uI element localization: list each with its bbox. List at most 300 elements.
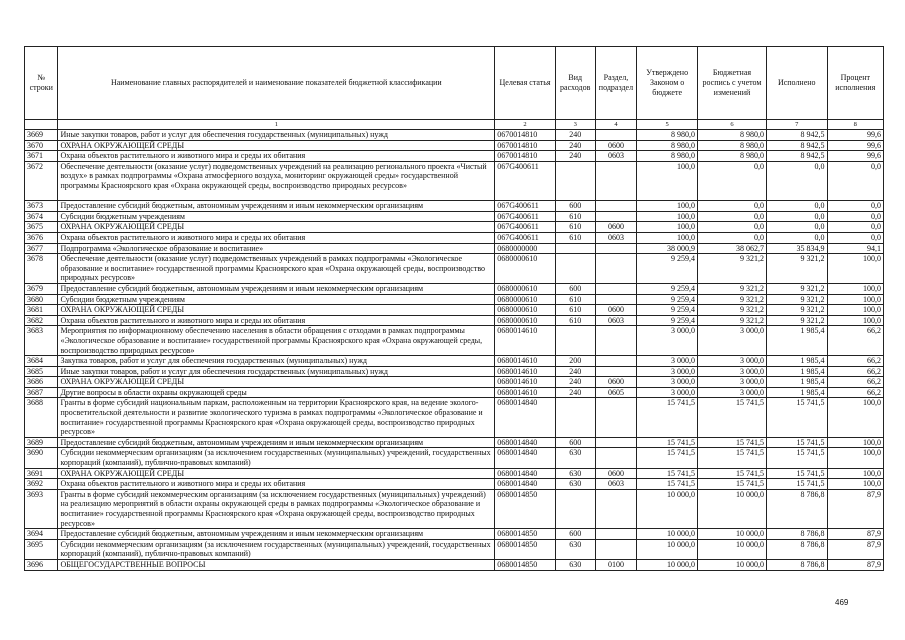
row-number-cell: 3671 <box>25 151 58 162</box>
executed-cell: 9 321,2 <box>766 315 827 326</box>
target-article-cell: 0680014840 <box>495 398 556 437</box>
approved-cell: 10 000,0 <box>637 529 698 540</box>
percent-cell: 94,1 <box>827 243 883 254</box>
section-cell <box>595 448 637 468</box>
row-number-cell: 3683 <box>25 326 58 356</box>
row-name-cell: ОХРАНА ОКРУЖАЮЩЕЙ СРЕДЫ <box>58 305 495 316</box>
column-number: 1 <box>58 120 495 130</box>
percent-cell: 87,9 <box>827 560 883 571</box>
painting-cell: 8 980,0 <box>697 140 766 151</box>
row-name-cell: Подпрограмма «Экологическое образование и воспитание» <box>58 243 495 254</box>
approved-cell: 8 980,0 <box>637 151 698 162</box>
target-article-cell: 0680000610 <box>495 305 556 316</box>
approved-cell: 9 259,4 <box>637 315 698 326</box>
section-cell <box>595 201 637 212</box>
header-row <box>25 47 884 120</box>
approved-cell: 15 741,5 <box>637 479 698 490</box>
table-row <box>25 448 884 468</box>
table-row <box>25 151 884 162</box>
painting-cell: 15 741,5 <box>697 437 766 448</box>
percent-cell: 100,0 <box>827 294 883 305</box>
table-row <box>25 356 884 367</box>
row-name-cell: Предоставление субсидий бюджетным, автономным учреждениям и иным некоммерческим организациям <box>58 201 495 212</box>
table-body <box>25 130 884 571</box>
target-article-cell: 0680000610 <box>495 315 556 326</box>
expense-kind-cell: 610 <box>555 222 595 233</box>
table-row <box>25 232 884 243</box>
painting-cell: 9 321,2 <box>697 294 766 305</box>
expense-kind-cell <box>555 489 595 528</box>
executed-cell: 0,0 <box>766 161 827 200</box>
expense-kind-cell: 600 <box>555 437 595 448</box>
row-name-cell: Субсидии некоммерческим организациям (за исключением государственных (муниципальных) учреждений, государственных корпораций (компаний), публично-правовых компаний) <box>58 539 495 559</box>
section-cell <box>595 243 637 254</box>
row-number-cell: 3676 <box>25 232 58 243</box>
target-article-cell: 0680014610 <box>495 377 556 388</box>
executed-cell: 8 942,5 <box>766 151 827 162</box>
column-number <box>25 120 58 130</box>
expense-kind-cell: 630 <box>555 539 595 559</box>
row-name-cell: Охрана объектов растительного и животного мира и среды их обитания <box>58 232 495 243</box>
table-row <box>25 398 884 437</box>
row-name-cell: Другие вопросы в области охраны окружающей среды <box>58 387 495 398</box>
section-cell: 0603 <box>595 315 637 326</box>
table-row <box>25 437 884 448</box>
section-cell: 0600 <box>595 305 637 316</box>
approved-cell: 9 259,4 <box>637 305 698 316</box>
executed-cell: 9 321,2 <box>766 294 827 305</box>
table-row <box>25 130 884 141</box>
approved-cell: 15 741,5 <box>637 468 698 479</box>
column-number: 6 <box>697 120 766 130</box>
target-article-cell: 0680000610 <box>495 283 556 294</box>
section-cell <box>595 161 637 200</box>
executed-cell: 8 786,8 <box>766 529 827 540</box>
row-name-cell: Охрана объектов растительного и животного мира и среды их обитания <box>58 151 495 162</box>
painting-cell: 10 000,0 <box>697 539 766 559</box>
table-row <box>25 529 884 540</box>
row-number-cell: 3679 <box>25 283 58 294</box>
header-approved: Утверждено Законом о бюджете <box>637 47 698 120</box>
row-number-cell: 3669 <box>25 130 58 141</box>
approved-cell: 10 000,0 <box>637 489 698 528</box>
budget-table <box>24 46 884 571</box>
row-number-cell: 3690 <box>25 448 58 468</box>
header-budget-painting: Бюджетная роспись с учетом изменений <box>697 47 766 120</box>
table-row <box>25 243 884 254</box>
painting-cell: 0,0 <box>697 232 766 243</box>
row-name-cell: Субсидии бюджетным учреждениям <box>58 294 495 305</box>
row-number-cell: 3694 <box>25 529 58 540</box>
row-name-cell: Закупка товаров, работ и услуг для обеспечения государственных (муниципальных) нужд <box>58 356 495 367</box>
target-article-cell: 0670014810 <box>495 151 556 162</box>
executed-cell: 15 741,5 <box>766 398 827 437</box>
header-expense-kind: Вид расходов <box>555 47 595 120</box>
section-cell: 0600 <box>595 468 637 479</box>
section-cell <box>595 539 637 559</box>
painting-cell: 15 741,5 <box>697 398 766 437</box>
percent-cell: 0,0 <box>827 161 883 200</box>
expense-kind-cell: 630 <box>555 448 595 468</box>
approved-cell: 8 980,0 <box>637 140 698 151</box>
expense-kind-cell: 240 <box>555 140 595 151</box>
target-article-cell: 0680014850 <box>495 539 556 559</box>
column-number: 2 <box>495 120 556 130</box>
row-number-cell: 3696 <box>25 560 58 571</box>
approved-cell: 8 980,0 <box>637 130 698 141</box>
column-number: 3 <box>555 120 595 130</box>
row-number-cell: 3672 <box>25 161 58 200</box>
row-name-cell: Иные закупки товаров, работ и услуг для обеспечения государственных (муниципальных) нужд <box>58 366 495 377</box>
expense-kind-cell: 610 <box>555 305 595 316</box>
row-name-cell: Мероприятия по информационному обеспечению населения в области обращения с отходами в рамках подпрограммы «Экологическое образование и воспитание» государственной программы Красноярского края «Охрана окружающей среды, воспроизводство природных ресурсов» <box>58 326 495 356</box>
executed-cell: 15 741,5 <box>766 437 827 448</box>
section-cell: 0605 <box>595 387 637 398</box>
expense-kind-cell: 600 <box>555 529 595 540</box>
percent-cell: 66,2 <box>827 356 883 367</box>
executed-cell: 1 985,4 <box>766 326 827 356</box>
target-article-cell: 0680014850 <box>495 529 556 540</box>
section-cell: 0603 <box>595 232 637 243</box>
row-name-cell: Субсидии некоммерческим организациям (за исключением государственных (муниципальных) учреждений, государственных корпораций (компаний), публично-правовых компаний) <box>58 448 495 468</box>
expense-kind-cell <box>555 398 595 437</box>
approved-cell: 15 741,5 <box>637 437 698 448</box>
table-row <box>25 560 884 571</box>
row-number-cell: 3681 <box>25 305 58 316</box>
row-name-cell: Охрана объектов растительного и животного мира и среды их обитания <box>58 479 495 490</box>
row-number-cell: 3673 <box>25 201 58 212</box>
expense-kind-cell: 610 <box>555 315 595 326</box>
target-article-cell: 0680000610 <box>495 254 556 284</box>
target-article-cell: 0680000000 <box>495 243 556 254</box>
painting-cell: 9 321,2 <box>697 283 766 294</box>
percent-cell: 99,6 <box>827 140 883 151</box>
row-name-cell: Гранты в форме субсидий национальным паркам, расположенным на территории Красноярского края, на ведение эколого-просветительской деятельности и развитие экологического туризма в рамках подпрограммы «Экологическое образование и воспитание» государственной программы Красноярского края «Охрана окружающей среды, воспроизводство природных ресурсов» <box>58 398 495 437</box>
section-cell <box>595 437 637 448</box>
painting-cell: 3 000,0 <box>697 366 766 377</box>
painting-cell: 38 062,7 <box>697 243 766 254</box>
target-article-cell: 0680014840 <box>495 479 556 490</box>
approved-cell: 3 000,0 <box>637 326 698 356</box>
expense-kind-cell: 600 <box>555 283 595 294</box>
row-number-cell: 3682 <box>25 315 58 326</box>
row-number-cell: 3689 <box>25 437 58 448</box>
header-percent: Процент исполнения <box>827 47 883 120</box>
row-number-cell: 3675 <box>25 222 58 233</box>
executed-cell: 8 942,5 <box>766 130 827 141</box>
section-cell <box>595 529 637 540</box>
approved-cell: 100,0 <box>637 211 698 222</box>
target-article-cell: 067G400611 <box>495 201 556 212</box>
painting-cell: 0,0 <box>697 161 766 200</box>
row-name-cell: ОХРАНА ОКРУЖАЮЩЕЙ СРЕДЫ <box>58 468 495 479</box>
approved-cell: 100,0 <box>637 161 698 200</box>
target-article-cell: 0680014840 <box>495 448 556 468</box>
approved-cell: 3 000,0 <box>637 377 698 388</box>
percent-cell: 100,0 <box>827 283 883 294</box>
table-row <box>25 305 884 316</box>
executed-cell: 8 786,8 <box>766 560 827 571</box>
table-row <box>25 468 884 479</box>
painting-cell: 8 980,0 <box>697 151 766 162</box>
column-number: 8 <box>827 120 883 130</box>
section-cell: 0100 <box>595 560 637 571</box>
percent-cell: 100,0 <box>827 315 883 326</box>
row-number-cell: 3684 <box>25 356 58 367</box>
table-row <box>25 140 884 151</box>
painting-cell: 0,0 <box>697 201 766 212</box>
section-cell <box>595 366 637 377</box>
executed-cell: 15 741,5 <box>766 448 827 468</box>
section-cell: 0600 <box>595 377 637 388</box>
row-name-cell: Гранты в форме субсидий некоммерческим организациям (за исключением государственных (муниципальных) учреждений) на реализацию мероприятий в области охраны окружающей среды в рамках подпрограммы «Экологическое образование и воспитание» государственной программы Красноярского края «Охрана окружающей среды, воспроизводство природных ресурсов» <box>58 489 495 528</box>
executed-cell: 1 985,4 <box>766 356 827 367</box>
row-number-cell: 3695 <box>25 539 58 559</box>
section-cell: 0600 <box>595 140 637 151</box>
painting-cell: 10 000,0 <box>697 560 766 571</box>
row-number-cell: 3686 <box>25 377 58 388</box>
painting-cell: 9 321,2 <box>697 254 766 284</box>
expense-kind-cell: 240 <box>555 151 595 162</box>
expense-kind-cell: 630 <box>555 479 595 490</box>
expense-kind-cell <box>555 254 595 284</box>
approved-cell: 9 259,4 <box>637 283 698 294</box>
row-number-cell: 3687 <box>25 387 58 398</box>
percent-cell: 66,2 <box>827 326 883 356</box>
percent-cell: 99,6 <box>827 130 883 141</box>
column-number: 7 <box>766 120 827 130</box>
executed-cell: 8 942,5 <box>766 140 827 151</box>
row-name-cell: Охрана объектов растительного и животного мира и среды их обитания <box>58 315 495 326</box>
row-name-cell: Обеспечение деятельности (оказание услуг) подведомственных учреждений на реализацию регионального проекта «Чистый воздух» в рамках подпрограммы «Охрана атмосферного воздуха, мониторинг окружающей среды» государственной программы Красноярского края «Охрана окружающей среды, воспроизводство природных ресурсов» <box>58 161 495 200</box>
row-number-cell: 3692 <box>25 479 58 490</box>
percent-cell: 66,2 <box>827 366 883 377</box>
approved-cell: 100,0 <box>637 201 698 212</box>
approved-cell: 10 000,0 <box>637 560 698 571</box>
painting-cell: 0,0 <box>697 222 766 233</box>
executed-cell: 0,0 <box>766 211 827 222</box>
approved-cell: 38 000,9 <box>637 243 698 254</box>
target-article-cell: 0680014610 <box>495 366 556 377</box>
table-row <box>25 161 884 200</box>
section-cell <box>595 356 637 367</box>
percent-cell: 87,9 <box>827 489 883 528</box>
percent-cell: 0,0 <box>827 232 883 243</box>
section-cell <box>595 283 637 294</box>
approved-cell: 9 259,4 <box>637 294 698 305</box>
row-name-cell: Предоставление субсидий бюджетным, автономным учреждениям и иным некоммерческим организациям <box>58 283 495 294</box>
executed-cell: 9 321,2 <box>766 283 827 294</box>
target-article-cell: 067G400611 <box>495 222 556 233</box>
table-row <box>25 387 884 398</box>
expense-kind-cell: 630 <box>555 468 595 479</box>
target-article-cell: 0680014610 <box>495 326 556 356</box>
table-row <box>25 479 884 490</box>
percent-cell: 0,0 <box>827 211 883 222</box>
header-target-article: Целевая статья <box>495 47 556 120</box>
painting-cell: 15 741,5 <box>697 468 766 479</box>
row-number-cell: 3678 <box>25 254 58 284</box>
budget-sheet <box>24 46 884 571</box>
row-number-cell: 3680 <box>25 294 58 305</box>
table-row <box>25 489 884 528</box>
painting-cell: 3 000,0 <box>697 387 766 398</box>
executed-cell: 15 741,5 <box>766 479 827 490</box>
target-article-cell: 067G400611 <box>495 161 556 200</box>
expense-kind-cell: 240 <box>555 366 595 377</box>
section-cell: 0603 <box>595 479 637 490</box>
expense-kind-cell: 600 <box>555 201 595 212</box>
approved-cell: 3 000,0 <box>637 387 698 398</box>
header-row-no: № строки <box>25 47 58 120</box>
table-row <box>25 315 884 326</box>
section-cell <box>595 130 637 141</box>
section-cell: 0603 <box>595 151 637 162</box>
table-row <box>25 294 884 305</box>
target-article-cell: 0680014610 <box>495 387 556 398</box>
percent-cell: 100,0 <box>827 468 883 479</box>
header-executed: Исполнено <box>766 47 827 120</box>
row-name-cell: ОХРАНА ОКРУЖАЮЩЕЙ СРЕДЫ <box>58 140 495 151</box>
column-number: 5 <box>637 120 698 130</box>
target-article-cell: 0680000610 <box>495 294 556 305</box>
target-article-cell: 067G400611 <box>495 232 556 243</box>
row-number-cell: 3693 <box>25 489 58 528</box>
approved-cell: 10 000,0 <box>637 539 698 559</box>
executed-cell: 0,0 <box>766 232 827 243</box>
expense-kind-cell: 610 <box>555 211 595 222</box>
approved-cell: 3 000,0 <box>637 366 698 377</box>
expense-kind-cell: 240 <box>555 387 595 398</box>
executed-cell: 9 321,2 <box>766 254 827 284</box>
painting-cell: 3 000,0 <box>697 377 766 388</box>
percent-cell: 100,0 <box>827 305 883 316</box>
table-row <box>25 377 884 388</box>
approved-cell: 15 741,5 <box>637 448 698 468</box>
row-name-cell: Предоставление субсидий бюджетным, автономным учреждениям и иным некоммерческим организациям <box>58 437 495 448</box>
column-number-row <box>25 120 884 130</box>
percent-cell: 66,2 <box>827 387 883 398</box>
percent-cell: 100,0 <box>827 254 883 284</box>
header-section: Раздел, подраздел <box>595 47 637 120</box>
row-number-cell: 3674 <box>25 211 58 222</box>
percent-cell: 87,9 <box>827 539 883 559</box>
painting-cell: 3 000,0 <box>697 356 766 367</box>
table-row <box>25 254 884 284</box>
painting-cell: 9 321,2 <box>697 315 766 326</box>
section-cell <box>595 211 637 222</box>
percent-cell: 100,0 <box>827 398 883 437</box>
target-article-cell: 0680014840 <box>495 468 556 479</box>
section-cell <box>595 489 637 528</box>
target-article-cell: 0680014850 <box>495 489 556 528</box>
percent-cell: 0,0 <box>827 222 883 233</box>
row-name-cell: ОХРАНА ОКРУЖАЮЩЕЙ СРЕДЫ <box>58 377 495 388</box>
table-row <box>25 366 884 377</box>
row-name-cell: Предоставление субсидий бюджетным, автономным учреждениям и иным некоммерческим организациям <box>58 529 495 540</box>
header-name: Наименование главных распорядителей и наименование показателей бюджетной классификации <box>58 47 495 120</box>
executed-cell: 9 321,2 <box>766 305 827 316</box>
target-article-cell: 0670014810 <box>495 130 556 141</box>
target-article-cell: 0680014850 <box>495 560 556 571</box>
expense-kind-cell: 610 <box>555 232 595 243</box>
section-cell: 0600 <box>595 222 637 233</box>
row-number-cell: 3691 <box>25 468 58 479</box>
target-article-cell: 0680014610 <box>495 356 556 367</box>
expense-kind-cell: 240 <box>555 377 595 388</box>
painting-cell: 9 321,2 <box>697 305 766 316</box>
executed-cell: 8 786,8 <box>766 489 827 528</box>
approved-cell: 100,0 <box>637 232 698 243</box>
table-row <box>25 201 884 212</box>
row-name-cell: Обеспечение деятельности (оказание услуг) подведомственных учреждений в рамках подпрограммы «Экологическое образование и воспитание» государственной программы Красноярского края «Охрана окружающей среды, воспроизводство природных ресурсов» <box>58 254 495 284</box>
approved-cell: 100,0 <box>637 222 698 233</box>
table-row <box>25 222 884 233</box>
table-row <box>25 539 884 559</box>
approved-cell: 9 259,4 <box>637 254 698 284</box>
row-name-cell: ОХРАНА ОКРУЖАЮЩЕЙ СРЕДЫ <box>58 222 495 233</box>
percent-cell: 66,2 <box>827 377 883 388</box>
expense-kind-cell <box>555 326 595 356</box>
page-number: 469 <box>835 598 849 607</box>
painting-cell: 15 741,5 <box>697 479 766 490</box>
painting-cell: 8 980,0 <box>697 130 766 141</box>
executed-cell: 15 741,5 <box>766 468 827 479</box>
painting-cell: 0,0 <box>697 211 766 222</box>
target-article-cell: 067G400611 <box>495 211 556 222</box>
executed-cell: 0,0 <box>766 222 827 233</box>
percent-cell: 100,0 <box>827 448 883 468</box>
row-number-cell: 3670 <box>25 140 58 151</box>
executed-cell: 35 834,9 <box>766 243 827 254</box>
expense-kind-cell <box>555 161 595 200</box>
percent-cell: 87,9 <box>827 529 883 540</box>
section-cell <box>595 254 637 284</box>
approved-cell: 15 741,5 <box>637 398 698 437</box>
percent-cell: 0,0 <box>827 201 883 212</box>
executed-cell: 1 985,4 <box>766 366 827 377</box>
executed-cell: 1 985,4 <box>766 377 827 388</box>
painting-cell: 10 000,0 <box>697 489 766 528</box>
percent-cell: 99,6 <box>827 151 883 162</box>
expense-kind-cell: 200 <box>555 356 595 367</box>
expense-kind-cell: 240 <box>555 130 595 141</box>
row-name-cell: Иные закупки товаров, работ и услуг для обеспечения государственных (муниципальных) нужд <box>58 130 495 141</box>
painting-cell: 3 000,0 <box>697 326 766 356</box>
painting-cell: 10 000,0 <box>697 529 766 540</box>
row-number-cell: 3685 <box>25 366 58 377</box>
row-number-cell: 3677 <box>25 243 58 254</box>
expense-kind-cell: 610 <box>555 294 595 305</box>
percent-cell: 100,0 <box>827 437 883 448</box>
section-cell <box>595 294 637 305</box>
target-article-cell: 0680014840 <box>495 437 556 448</box>
expense-kind-cell <box>555 243 595 254</box>
approved-cell: 3 000,0 <box>637 356 698 367</box>
table-row <box>25 211 884 222</box>
percent-cell: 100,0 <box>827 479 883 490</box>
section-cell <box>595 398 637 437</box>
target-article-cell: 0670014810 <box>495 140 556 151</box>
expense-kind-cell: 630 <box>555 560 595 571</box>
row-name-cell: ОБЩЕГОСУДАРСТВЕННЫЕ ВОПРОСЫ <box>58 560 495 571</box>
table-row <box>25 326 884 356</box>
painting-cell: 15 741,5 <box>697 448 766 468</box>
table-row <box>25 283 884 294</box>
row-number-cell: 3688 <box>25 398 58 437</box>
executed-cell: 1 985,4 <box>766 387 827 398</box>
row-name-cell: Субсидии бюджетным учреждениям <box>58 211 495 222</box>
